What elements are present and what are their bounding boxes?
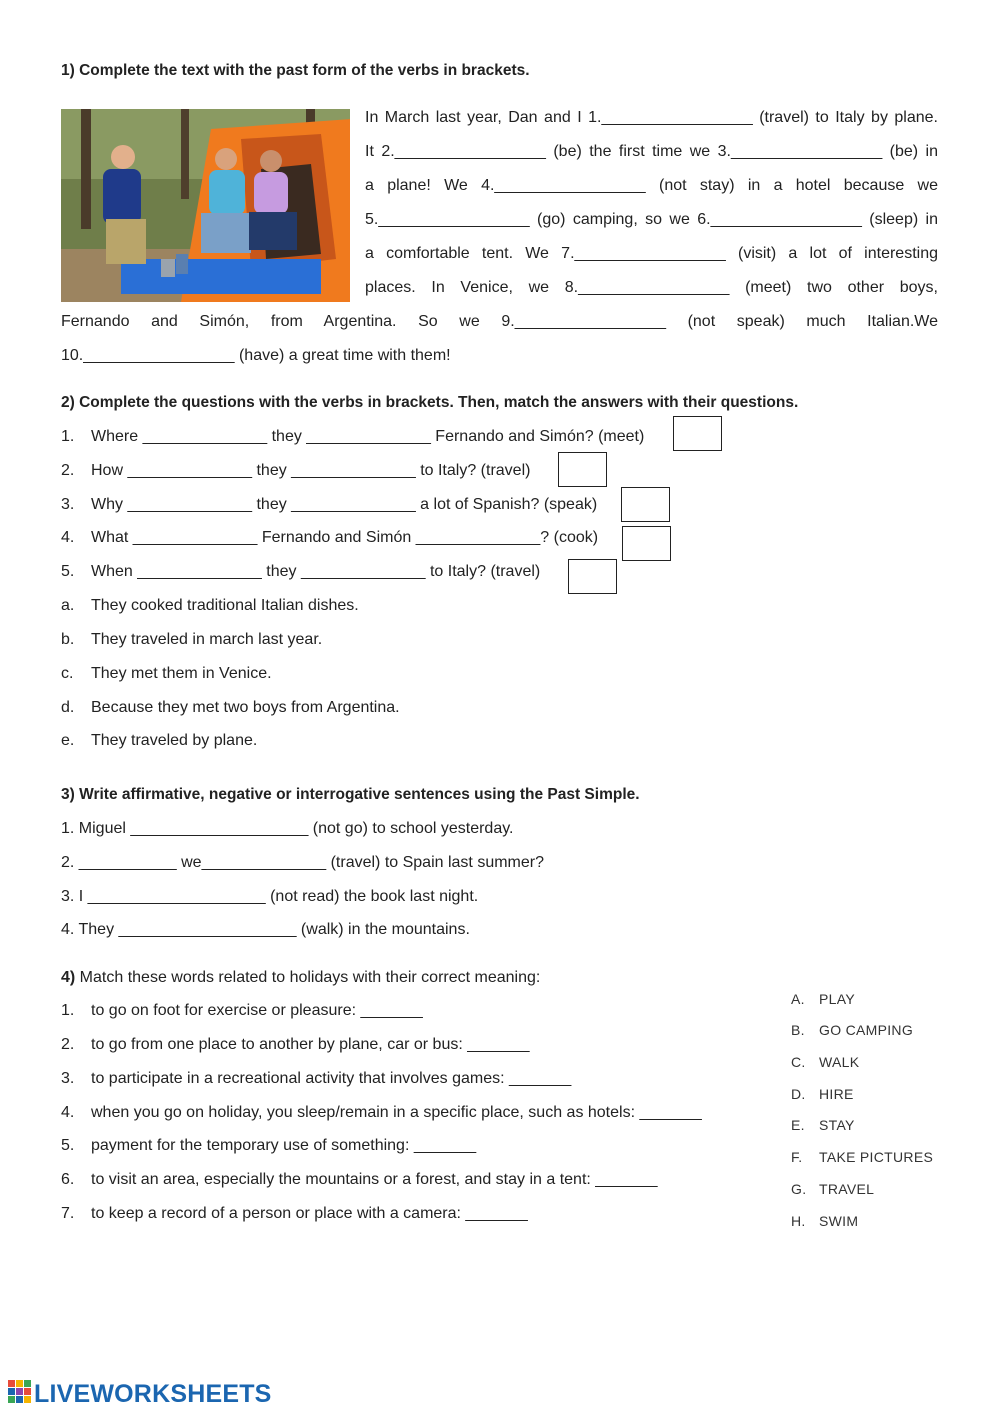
answer-letter: a. xyxy=(61,597,75,614)
answer-letter: d. xyxy=(61,699,75,716)
option-letter: H. xyxy=(791,1213,806,1229)
answer-letter: b. xyxy=(61,631,75,648)
question-number: 3. xyxy=(61,496,75,513)
question-item xyxy=(61,529,598,547)
option-letter: B. xyxy=(791,1022,805,1038)
question-text: How ______________ they ______________ to Italy? (travel) xyxy=(91,462,531,479)
answer-box-3[interactable] xyxy=(621,487,670,522)
question-item xyxy=(61,496,597,514)
definition-number: 2. xyxy=(61,1036,75,1053)
option-word: STAY xyxy=(819,1117,855,1133)
definition-item xyxy=(61,1171,658,1189)
sentence-item: 2. ___________ we______________ (travel) to Spain last summer? xyxy=(61,854,544,871)
definition-number: 1. xyxy=(61,1002,75,1019)
definition-item xyxy=(61,1002,423,1020)
question-item xyxy=(61,428,644,446)
definition-text: when you go on holiday, you sleep/remain in a specific place, such as hotels: _______ xyxy=(91,1104,702,1121)
question-text: Why ______________ they ______________ a lot of Spanish? (speak) xyxy=(91,496,598,513)
liveworksheets-logo-icon xyxy=(8,1380,32,1408)
definition-text: payment for the temporary use of something: _______ xyxy=(91,1137,477,1154)
sentence-item: 1. Miguel ____________________ (not go) to school yesterday. xyxy=(61,820,514,837)
option-item xyxy=(791,1117,855,1133)
option-word: HIRE xyxy=(819,1086,854,1102)
option-letter: A. xyxy=(791,991,805,1007)
option-letter: E. xyxy=(791,1117,805,1133)
option-item xyxy=(791,1149,933,1165)
liveworksheets-logo-text[interactable]: LIVEWORKSHEETS xyxy=(34,1380,272,1408)
sentence-item: 3. I ____________________ (not read) the book last night. xyxy=(61,888,479,905)
definition-text: to keep a record of a person or place with a camera: _______ xyxy=(91,1205,528,1222)
definition-text: to participate in a recreational activity that involves games: _______ xyxy=(91,1070,572,1087)
answer-item xyxy=(61,732,257,750)
definition-number: 5. xyxy=(61,1137,75,1154)
answer-text: They cooked traditional Italian dishes. xyxy=(91,597,359,614)
question-number: 4. xyxy=(61,529,75,546)
question-item xyxy=(61,462,530,480)
option-word: WALK xyxy=(819,1054,860,1070)
passage-line-8: 10._________________ (have) a great time with them! xyxy=(61,347,451,364)
camping-photo xyxy=(61,109,350,302)
option-item xyxy=(791,1086,854,1102)
option-item xyxy=(791,1213,858,1229)
definition-item xyxy=(61,1036,530,1054)
answer-letter: e. xyxy=(61,732,75,749)
option-word: PLAY xyxy=(819,991,855,1007)
answer-text: They met them in Venice. xyxy=(91,665,272,682)
passage-line-1: In March last year, Dan and I 1._________________ (travel) to Italy by plane. xyxy=(365,109,938,126)
option-word: TRAVEL xyxy=(819,1181,875,1197)
answer-item xyxy=(61,631,322,649)
section-2-title: 2) Complete the questions with the verbs in brackets. Then, match the answers with their questions. xyxy=(61,394,799,411)
sentence-item: 4. They ____________________ (walk) in the mountains. xyxy=(61,921,470,938)
answer-text: Because they met two boys from Argentina. xyxy=(91,699,400,716)
option-letter: C. xyxy=(791,1054,806,1070)
answer-text: They traveled by plane. xyxy=(91,732,258,749)
question-text: Where ______________ they ______________ Fernando and Simón? (meet) xyxy=(91,428,645,445)
answer-text: They traveled in march last year. xyxy=(91,631,323,648)
answer-box-2[interactable] xyxy=(558,452,607,487)
passage-line-4: 5._________________ (go) camping, so we 6._________________ (sleep) in xyxy=(365,211,938,228)
definition-number: 4. xyxy=(61,1104,75,1121)
passage-line-2: It 2._________________ (be) the first time we 3._________________ (be) in xyxy=(365,143,938,160)
answer-item xyxy=(61,665,272,683)
question-number: 1. xyxy=(61,428,75,445)
definition-item xyxy=(61,1070,571,1088)
definition-text: to visit an area, especially the mountains or a forest, and stay in a tent: _______ xyxy=(91,1171,658,1188)
definition-item xyxy=(61,1205,528,1223)
question-number: 2. xyxy=(61,462,75,479)
passage-line-5: a comfortable tent. We 7._________________ (visit) a lot of interesting xyxy=(365,245,938,262)
option-item xyxy=(791,1054,859,1070)
option-item xyxy=(791,1181,874,1197)
definition-item xyxy=(61,1137,476,1155)
passage-line-7: Fernando and Simón, from Argentina. So we 9._________________ (not speak) much Italian.We xyxy=(61,313,938,330)
section-4-instruction: Match these words related to holidays with their correct meaning: xyxy=(75,969,541,986)
option-item xyxy=(791,1022,913,1038)
answer-item xyxy=(61,597,359,615)
answer-box-5[interactable] xyxy=(568,559,617,594)
passage-line-3: a plane! We 4._________________ (not stay) in a hotel because we xyxy=(365,177,938,194)
option-word: GO CAMPING xyxy=(819,1022,914,1038)
question-number: 5. xyxy=(61,563,75,580)
definition-text: to go on foot for exercise or pleasure: _______ xyxy=(91,1002,423,1019)
question-item xyxy=(61,563,540,581)
option-word: SWIM xyxy=(819,1213,859,1229)
option-letter: F. xyxy=(791,1149,803,1165)
definition-number: 3. xyxy=(61,1070,75,1087)
answer-item xyxy=(61,699,400,717)
option-letter: D. xyxy=(791,1086,806,1102)
question-text: When ______________ they ______________ to Italy? (travel) xyxy=(91,563,541,580)
answer-box-1[interactable] xyxy=(673,416,722,451)
section-4-title xyxy=(61,969,540,987)
option-letter: G. xyxy=(791,1181,807,1197)
answer-letter: c. xyxy=(61,665,74,682)
option-word: TAKE PICTURES xyxy=(819,1149,934,1165)
definition-text: to go from one place to another by plane, car or bus: _______ xyxy=(91,1036,530,1053)
section-4-number: 4) xyxy=(61,969,76,986)
question-text: What ______________ Fernando and Simón ______________? (cook) xyxy=(91,529,599,546)
answer-box-4[interactable] xyxy=(622,526,671,561)
definition-number: 6. xyxy=(61,1171,75,1188)
definition-item xyxy=(61,1104,702,1122)
section-1-title: 1) Complete the text with the past form of the verbs in brackets. xyxy=(61,62,530,79)
definition-number: 7. xyxy=(61,1205,75,1222)
section-3-title: 3) Write affirmative, negative or interrogative sentences using the Past Simple. xyxy=(61,786,640,803)
option-item xyxy=(791,991,855,1007)
passage-line-6: places. In Venice, we 8._________________ (meet) two other boys, xyxy=(365,279,938,296)
